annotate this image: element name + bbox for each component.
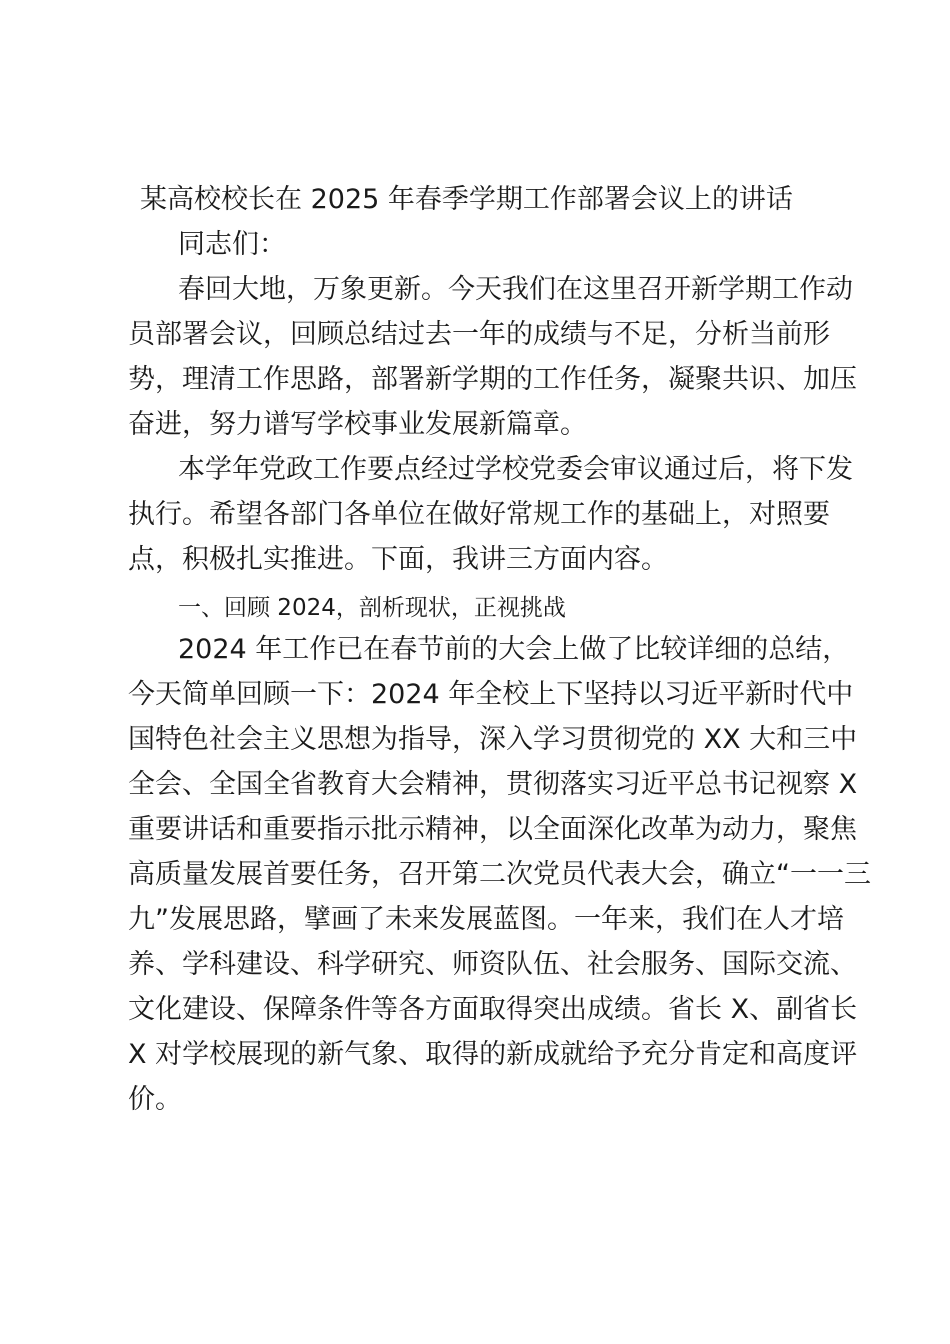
paragraph-line: 今天简单回顾一下：2024 年全校上下坚持以习近平新时代中 [128,679,854,710]
paragraph-line: 奋进，努力谱写学校事业发展新篇章。 [128,409,587,440]
paragraph-line: 文化建设、保障条件等各方面取得突出成绩。省长 X、副省长 [128,994,858,1025]
paragraph-line: 高质量发展首要任务，召开第二次党员代表大会，确立“一一三 [128,859,871,890]
paragraph-line: X 对学校展现的新气象、取得的新成就给予充分肯定和高度评 [128,1039,858,1070]
paragraph-line: 春回大地，万象更新。今天我们在这里召开新学期工作动 [178,274,853,305]
paragraph-line: 2024 年工作已在春节前的大会上做了比较详细的总结， [178,634,850,665]
paragraph-line: 九”发展思路，擘画了未来发展蓝图。一年来，我们在人才培 [128,904,844,935]
document-title: 某高校校长在 2025 年春季学期工作部署会议上的讲话 [140,184,793,215]
paragraph-line: 价。 [128,1084,182,1115]
salutation: 同志们： [178,229,286,260]
paragraph-line: 员部署会议，回顾总结过去一年的成绩与不足，分析当前形 [128,319,830,350]
paragraph-line: 重要讲话和重要指示批示精神，以全面深化改革为动力，聚焦 [128,814,857,845]
paragraph-line: 点，积极扎实推进。下面，我讲三方面内容。 [128,544,668,575]
section-heading: 一、回顾 2024，剖析现状，正视挑战 [178,595,566,621]
paragraph-line: 全会、全国全省教育大会精神，贯彻落实习近平总书记视察 X [128,769,858,800]
paragraph-line: 养、学科建设、科学研究、师资队伍、社会服务、国际交流、 [128,949,857,980]
paragraph-line: 执行。希望各部门各单位在做好常规工作的基础上，对照要 [128,499,830,530]
paragraph-line: 本学年党政工作要点经过学校党委会审议通过后，将下发 [178,454,853,485]
paragraph-line: 势，理清工作思路，部署新学期的工作任务，凝聚共识、加压 [128,364,857,395]
paragraph-line: 国特色社会主义思想为指导，深入学习贯彻党的 XX 大和三中 [128,724,858,755]
